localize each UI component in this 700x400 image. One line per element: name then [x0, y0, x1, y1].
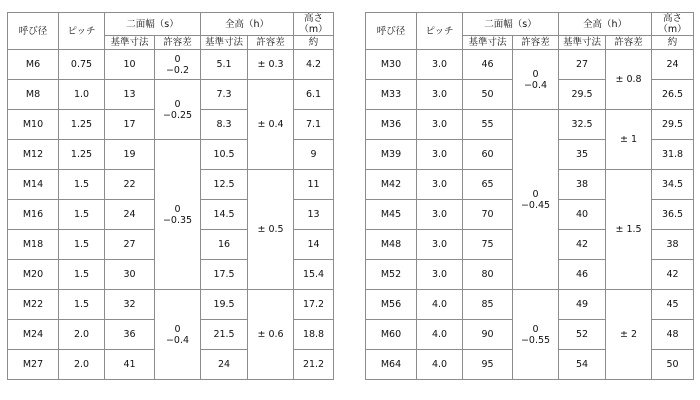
cell-size: M64 — [366, 350, 417, 380]
cell-m: 36.5 — [652, 200, 694, 230]
cell-h: 52 — [559, 320, 606, 350]
table-row — [366, 290, 694, 320]
cell-size: M48 — [366, 230, 417, 260]
cell-m: 29.5 — [652, 110, 694, 140]
cell-m: 38 — [652, 230, 694, 260]
cell-size: M60 — [366, 320, 417, 350]
cell-h: 42 — [559, 230, 606, 260]
cell-size: M33 — [366, 80, 417, 110]
cell-size: M16 — [8, 200, 59, 230]
table-row — [8, 80, 334, 110]
cell-size: M14 — [8, 170, 59, 200]
header-basic: 基準寸法 — [463, 36, 513, 50]
cell-m: 45 — [652, 290, 694, 320]
cell-pitch: 4.0 — [417, 350, 463, 380]
cell-size: M20 — [8, 260, 59, 290]
header-size: 呼び径 — [8, 13, 59, 50]
cell-pitch: 3.0 — [417, 50, 463, 80]
cell-h-tolerance: ± 0.6 — [248, 290, 294, 380]
cell-h: 17.5 — [201, 260, 248, 290]
cell-s-tolerance: 0 −0.45 — [513, 110, 559, 290]
cell-s: 90 — [463, 320, 513, 350]
cell-size: M12 — [8, 140, 59, 170]
header-pitch: ピッチ — [417, 13, 463, 50]
cell-pitch: 1.5 — [59, 230, 105, 260]
cell-h: 16 — [201, 230, 248, 260]
cell-s: 24 — [105, 200, 155, 230]
header-basic: 基準寸法 — [559, 36, 606, 50]
cell-s: 17 — [105, 110, 155, 140]
cell-m: 6.1 — [294, 80, 334, 110]
cell-m: 4.2 — [294, 50, 334, 80]
cell-pitch: 2.0 — [59, 320, 105, 350]
cell-size: M42 — [366, 170, 417, 200]
cell-size: M8 — [8, 80, 59, 110]
header-size: 呼び径 — [366, 13, 417, 50]
cell-m: 31.8 — [652, 140, 694, 170]
spec-table-right — [365, 12, 694, 380]
cell-pitch: 3.0 — [417, 200, 463, 230]
cell-size: M36 — [366, 110, 417, 140]
cell-h: 38 — [559, 170, 606, 200]
cell-pitch: 3.0 — [417, 230, 463, 260]
cell-h: 27 — [559, 50, 606, 80]
cell-size: M45 — [366, 200, 417, 230]
cell-s: 13 — [105, 80, 155, 110]
cell-h-tolerance: ± 1 — [606, 110, 652, 170]
cell-h: 10.5 — [201, 140, 248, 170]
cell-m: 15.4 — [294, 260, 334, 290]
cell-m: 11 — [294, 170, 334, 200]
cell-s: 30 — [105, 260, 155, 290]
cell-size: M39 — [366, 140, 417, 170]
header-tolerance: 許容差 — [606, 36, 652, 50]
cell-s: 65 — [463, 170, 513, 200]
header-tolerance: 許容差 — [155, 36, 201, 50]
cell-h: 54 — [559, 350, 606, 380]
cell-h: 21.5 — [201, 320, 248, 350]
cell-m: 26.5 — [652, 80, 694, 110]
cell-pitch: 1.5 — [59, 200, 105, 230]
cell-s-tolerance: 0 −0.25 — [155, 80, 201, 140]
cell-h-tolerance: ± 0.4 — [248, 80, 294, 170]
cell-s-tolerance: 0 −0.55 — [513, 290, 559, 380]
table-row — [8, 50, 334, 80]
cell-size: M18 — [8, 230, 59, 260]
cell-s: 80 — [463, 260, 513, 290]
header-approx: 約 — [294, 36, 334, 50]
cell-pitch: 3.0 — [417, 80, 463, 110]
cell-s: 55 — [463, 110, 513, 140]
cell-h: 40 — [559, 200, 606, 230]
cell-s: 19 — [105, 140, 155, 170]
cell-m: 7.1 — [294, 110, 334, 140]
header-basic: 基準寸法 — [105, 36, 155, 50]
cell-size: M6 — [8, 50, 59, 80]
cell-s-tolerance: 0 −0.4 — [155, 290, 201, 380]
cell-h-tolerance: ± 2 — [606, 290, 652, 380]
cell-s: 60 — [463, 140, 513, 170]
cell-pitch: 1.0 — [59, 80, 105, 110]
header-basic: 基準寸法 — [201, 36, 248, 50]
header-approx: 約 — [652, 36, 694, 50]
cell-m: 13 — [294, 200, 334, 230]
cell-h-tolerance: ± 1.5 — [606, 170, 652, 290]
cell-size: M27 — [8, 350, 59, 380]
cell-h: 29.5 — [559, 80, 606, 110]
cell-h: 46 — [559, 260, 606, 290]
cell-pitch: 3.0 — [417, 170, 463, 200]
cell-h-tolerance: ± 0.5 — [248, 170, 294, 290]
cell-h: 7.3 — [201, 80, 248, 110]
cell-s-tolerance: 0 −0.4 — [513, 50, 559, 110]
table-row — [8, 290, 334, 320]
cell-s-tolerance: 0 −0.2 — [155, 50, 201, 80]
cell-s: 27 — [105, 230, 155, 260]
header-height-m: 高さ（m） — [294, 13, 334, 36]
table-row — [366, 50, 694, 80]
cell-m: 24 — [652, 50, 694, 80]
cell-h: 14.5 — [201, 200, 248, 230]
cell-m: 50 — [652, 350, 694, 380]
cell-s-tolerance: 0 −0.35 — [155, 140, 201, 290]
cell-h: 49 — [559, 290, 606, 320]
header-tolerance: 許容差 — [248, 36, 294, 50]
header-tolerance: 許容差 — [513, 36, 559, 50]
cell-pitch: 2.0 — [59, 350, 105, 380]
cell-s: 46 — [463, 50, 513, 80]
cell-s: 32 — [105, 290, 155, 320]
cell-pitch: 1.25 — [59, 110, 105, 140]
cell-size: M30 — [366, 50, 417, 80]
cell-m: 14 — [294, 230, 334, 260]
cell-m: 9 — [294, 140, 334, 170]
cell-h: 8.3 — [201, 110, 248, 140]
cell-size: M24 — [8, 320, 59, 350]
cell-h-tolerance: ± 0.8 — [606, 50, 652, 110]
cell-m: 34.5 — [652, 170, 694, 200]
cell-pitch: 3.0 — [417, 110, 463, 140]
cell-h: 35 — [559, 140, 606, 170]
cell-s: 85 — [463, 290, 513, 320]
cell-pitch: 1.5 — [59, 170, 105, 200]
cell-m: 17.2 — [294, 290, 334, 320]
cell-s: 36 — [105, 320, 155, 350]
header-height-h: 全高（h） — [201, 13, 294, 36]
cell-h: 32.5 — [559, 110, 606, 140]
cell-m: 18.8 — [294, 320, 334, 350]
cell-s: 50 — [463, 80, 513, 110]
cell-s: 10 — [105, 50, 155, 80]
cell-pitch: 4.0 — [417, 320, 463, 350]
cell-size: M10 — [8, 110, 59, 140]
cell-pitch: 4.0 — [417, 290, 463, 320]
header-width-s: 二面幅（s） — [105, 13, 201, 36]
cell-size: M52 — [366, 260, 417, 290]
header-height-h: 全高（h） — [559, 13, 652, 36]
cell-pitch: 3.0 — [417, 140, 463, 170]
cell-size: M56 — [366, 290, 417, 320]
cell-s: 70 — [463, 200, 513, 230]
cell-s: 41 — [105, 350, 155, 380]
cell-s: 95 — [463, 350, 513, 380]
cell-h: 12.5 — [201, 170, 248, 200]
cell-pitch: 1.25 — [59, 140, 105, 170]
cell-m: 21.2 — [294, 350, 334, 380]
cell-h: 19.5 — [201, 290, 248, 320]
cell-m: 48 — [652, 320, 694, 350]
spec-table-left — [7, 12, 334, 380]
header-pitch: ピッチ — [59, 13, 105, 50]
cell-s: 75 — [463, 230, 513, 260]
cell-pitch: 1.5 — [59, 290, 105, 320]
header-height-m: 高さ（m） — [652, 13, 694, 36]
cell-h: 5.1 — [201, 50, 248, 80]
header-width-s: 二面幅（s） — [463, 13, 559, 36]
cell-size: M22 — [8, 290, 59, 320]
cell-h: 24 — [201, 350, 248, 380]
cell-pitch: 0.75 — [59, 50, 105, 80]
cell-s: 22 — [105, 170, 155, 200]
cell-h-tolerance: ± 0.3 — [248, 50, 294, 80]
table-row — [366, 110, 694, 140]
cell-pitch: 1.5 — [59, 260, 105, 290]
cell-pitch: 3.0 — [417, 260, 463, 290]
cell-m: 42 — [652, 260, 694, 290]
